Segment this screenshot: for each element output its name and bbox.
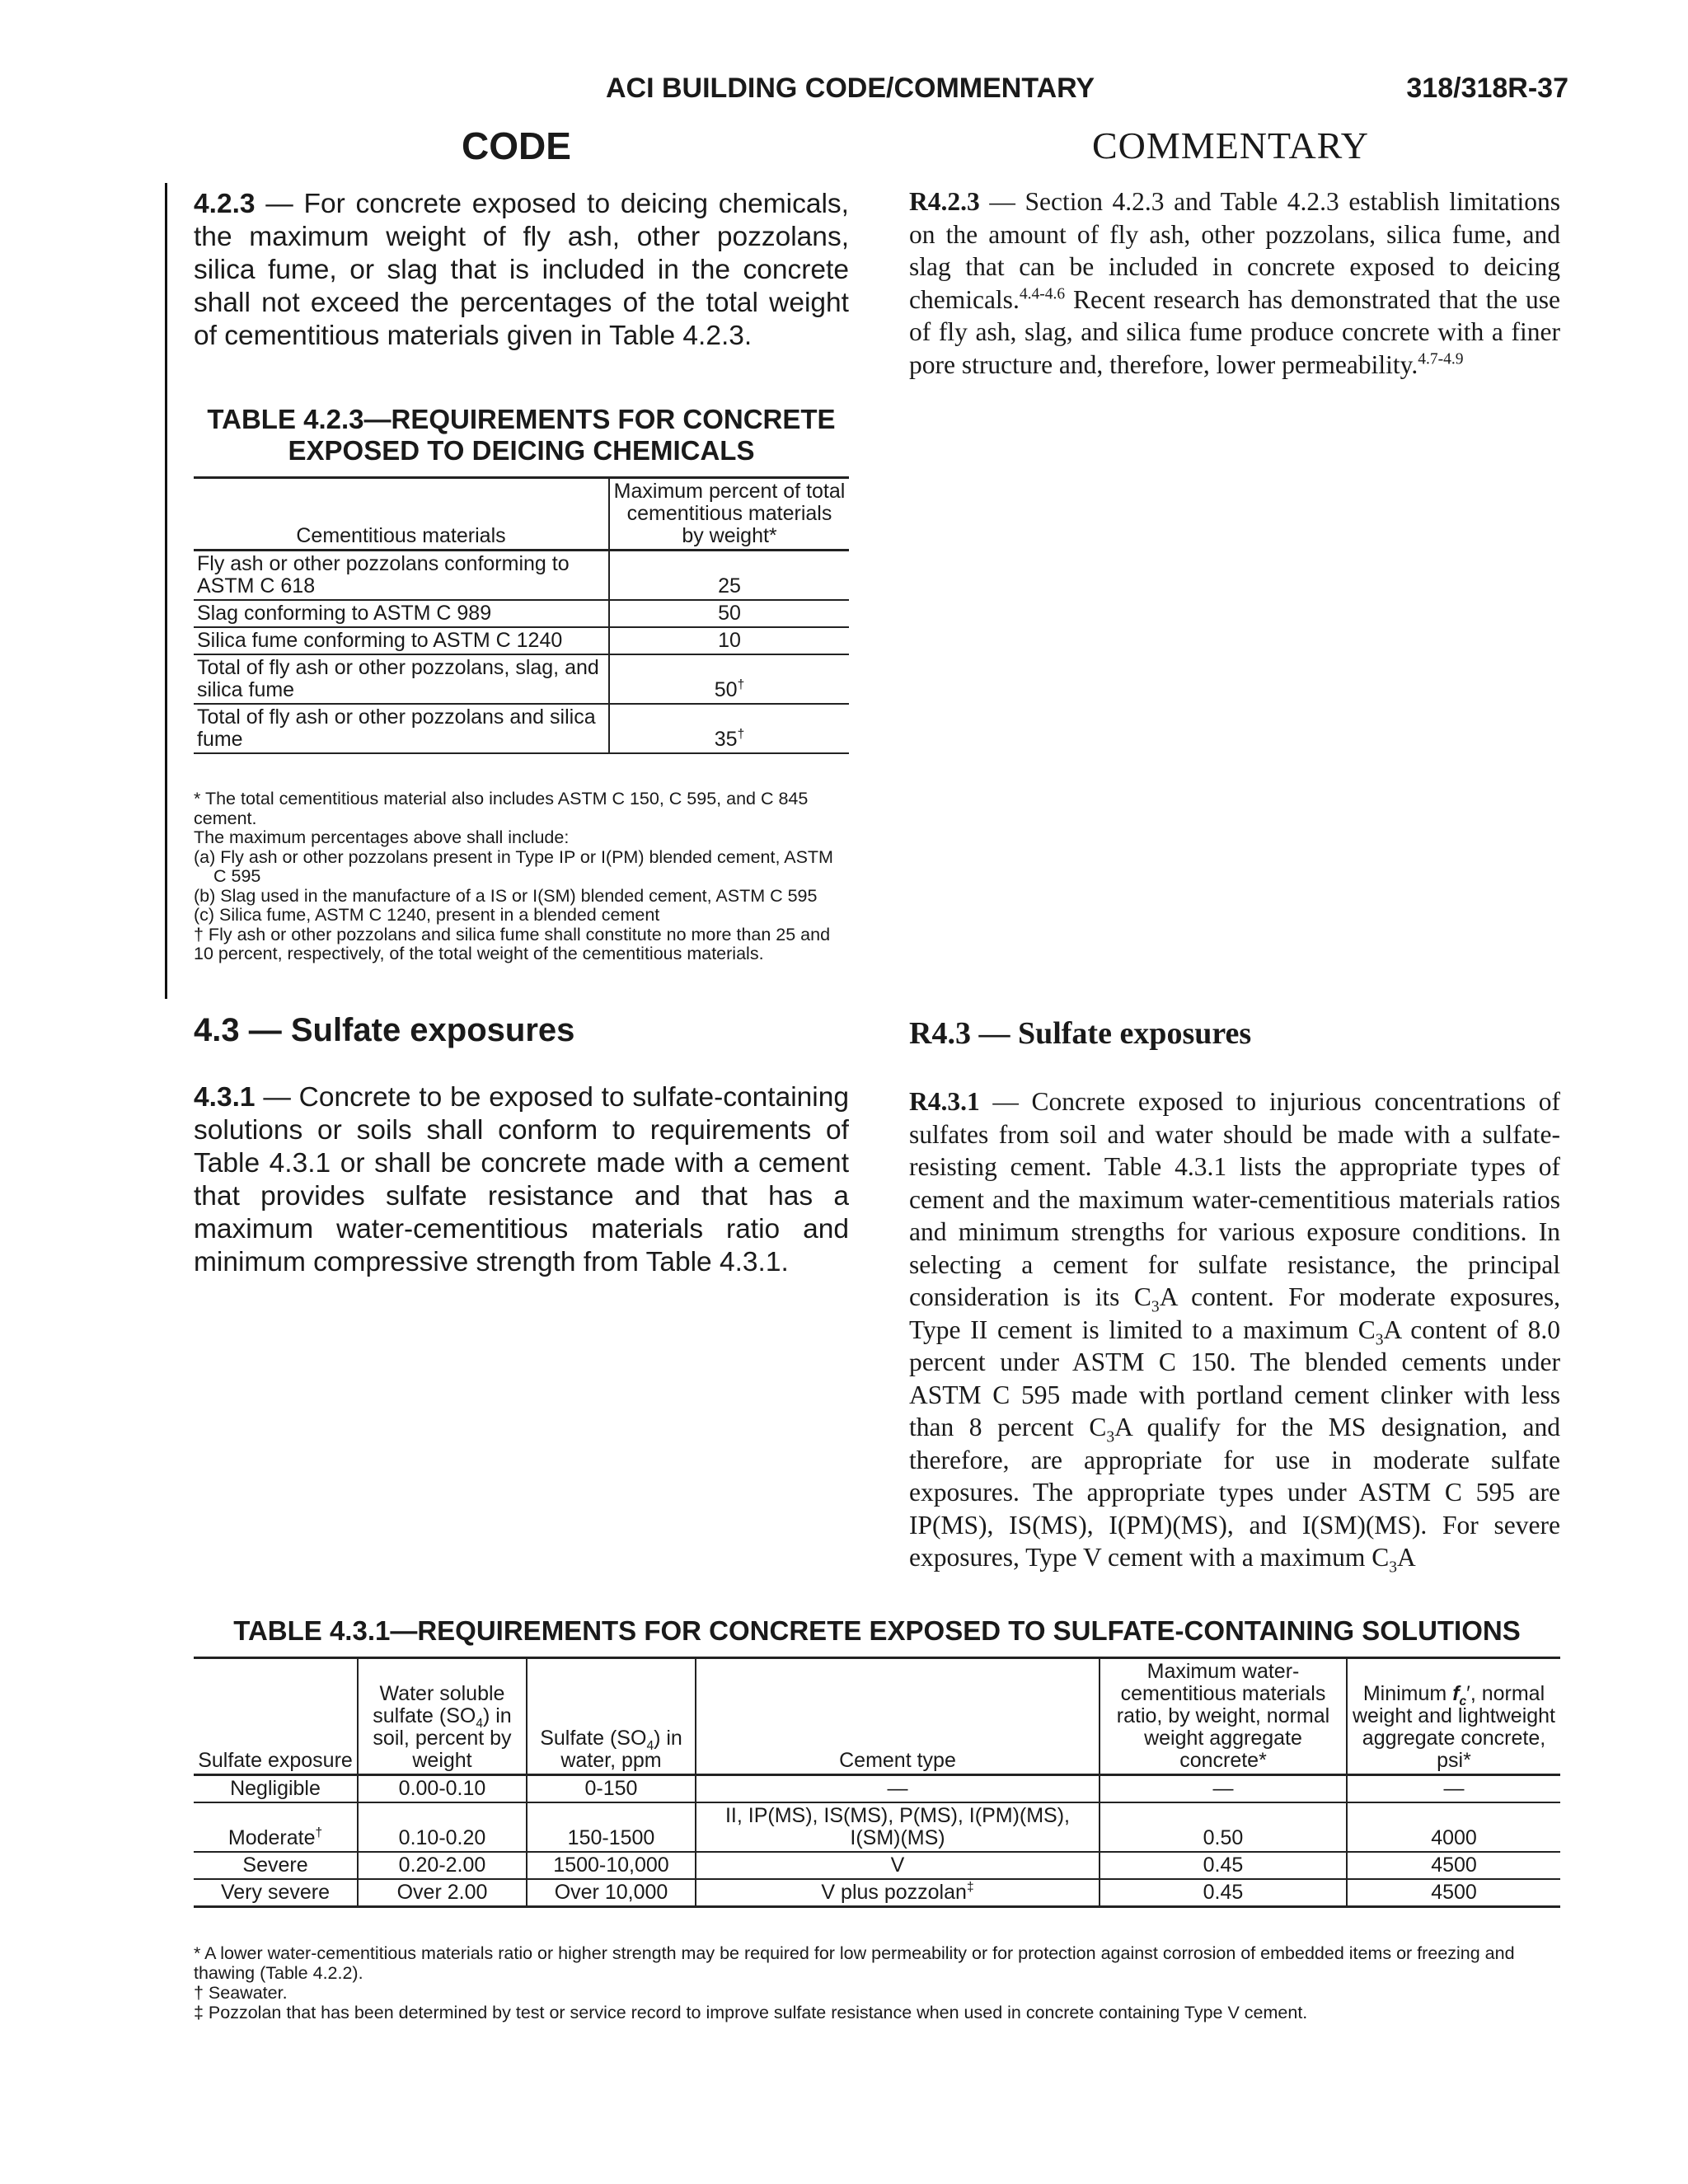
material-cell: Silica fume conforming to ASTM C 1240 bbox=[194, 627, 609, 654]
code-column-heading: CODE bbox=[462, 124, 571, 167]
column-header-water: Sulfate $(SO_4)$ in water, ppm bbox=[527, 1658, 696, 1775]
table-note: † Seawater. bbox=[194, 1983, 288, 2003]
section-number: 4.3.1 bbox=[194, 1082, 256, 1113]
caption-line: EXPOSED TO DEICING CHEMICALS bbox=[288, 435, 755, 466]
exposure-cell: Severe bbox=[194, 1852, 358, 1879]
water-cell: Over 10,000 bbox=[527, 1879, 696, 1907]
subscript: 3 bbox=[1106, 1428, 1115, 1446]
column-header-soil: Water soluble sulfate $(SO_4)$ in soil, percent by weight bbox=[358, 1658, 527, 1775]
subscript: 3 bbox=[1375, 1330, 1384, 1348]
column-header-materials: Cementitious materials bbox=[194, 478, 609, 551]
cement-cell: II, IP(MS), IS(MS), P(MS), I(PM)(MS), I(SM)(MS) bbox=[696, 1802, 1100, 1852]
table-note: ‡ Pozzolan that has been determined by test or service record to improve sulfate resistance when used in concrete containing Type V cement. bbox=[194, 2003, 1308, 2022]
wcm-cell: — bbox=[1100, 1775, 1347, 1803]
table-row bbox=[194, 1775, 1560, 1803]
table-row bbox=[194, 627, 849, 654]
column-header-fc: Minimum $f_c'$, normal weight and lightweight aggregate concrete, psi* bbox=[1347, 1658, 1560, 1775]
fc-cell: — bbox=[1347, 1775, 1560, 1803]
table-note: The maximum percentages above shall include: bbox=[194, 827, 570, 847]
max-percent-cell: 35† bbox=[609, 704, 849, 753]
running-header bbox=[0, 73, 1688, 114]
water-cell: 0-150 bbox=[527, 1775, 696, 1803]
table-row bbox=[194, 1802, 1560, 1852]
table-4-3-1 bbox=[194, 1657, 1560, 1908]
soil-cell: 0.00-0.10 bbox=[358, 1775, 527, 1803]
wcm-cell: 0.45 bbox=[1100, 1879, 1347, 1907]
material-cell: Slag conforming to ASTM C 989 bbox=[194, 600, 609, 627]
table-row bbox=[194, 551, 849, 601]
fc-cell: 4500 bbox=[1347, 1879, 1560, 1907]
exposure-cell: Very severe bbox=[194, 1879, 358, 1907]
soil-cell: Over 2.00 bbox=[358, 1879, 527, 1907]
commentary-r4-2-3 bbox=[909, 185, 1560, 381]
subscript: 3 bbox=[1151, 1298, 1160, 1316]
soil-cell: 0.20-2.00 bbox=[358, 1852, 527, 1879]
table-4-2-3-caption bbox=[194, 404, 849, 466]
cement-cell: — bbox=[696, 1775, 1100, 1803]
material-cell: Total of fly ash or other pozzolans, slag, and silica fume bbox=[194, 654, 609, 704]
commentary-text: A bbox=[1396, 1543, 1416, 1572]
exposure-cell: Moderate† bbox=[194, 1802, 358, 1852]
exposure-cell: Negligible bbox=[194, 1775, 358, 1803]
table-note: * A lower water-cementitious materials ratio or higher strength may be required for low permeability or for protection against corrosion of embedded items or freezing and thawing (Table 4.2.2). bbox=[194, 1943, 1515, 1983]
commentary-text: Recent research has demonstrated that the use of fly ash, slag, and silica fume produce concrete with a finer pore structure and, therefore, lower permeability. bbox=[909, 284, 1560, 379]
reference-mark: 4.4-4.6 bbox=[1019, 285, 1066, 302]
table-row bbox=[194, 704, 849, 753]
commentary-text: A qualify for the MS designation, and therefore, are appropriate for use in moderate sulfate exposures. The appropriate types under ASTM C 595 are IP(MS), IS(MS), I(PM)(MS), and I(SM)(MS). For severe exposures, Type V cement with a maximum C bbox=[909, 1413, 1560, 1572]
material-cell: Fly ash or other pozzolans conforming to ASTM C 618 bbox=[194, 551, 609, 601]
commentary-number: R4.2.3 bbox=[909, 187, 980, 216]
column-header-cement: Cement type bbox=[696, 1658, 1100, 1775]
wcm-cell: 0.45 bbox=[1100, 1852, 1347, 1879]
section-text: — For concrete exposed to deicing chemicals, the maximum weight of fly ash, other pozzolans, silica fume, or slag that is included in the concrete shall not exceed the percentages of the total weight of cementitious materials given in Table 4.2.3. bbox=[194, 189, 849, 351]
table-note: † Fly ash or other pozzolans and silica fume shall constitute no more than 25 and 10 percent, respectively, of the total weight of the cementitious materials. bbox=[194, 924, 831, 963]
commentary-text: — Section 4.2.3 and Table 4.2.3 establish limitations on the amount of fly ash, other pozzolans, silica fume, and slag that can be included in concrete exposed to deicing chemicals. bbox=[909, 187, 1560, 314]
column-header-wcm: Maximum water-cementitious materials ratio, by weight, normal weight aggregate concrete* bbox=[1100, 1658, 1347, 1775]
table-4-3-1-notes bbox=[194, 1943, 1560, 2022]
section-4-2-3 bbox=[194, 188, 849, 353]
water-cell: 1500-10,000 bbox=[527, 1852, 696, 1879]
cement-cell: V bbox=[696, 1852, 1100, 1879]
table-row bbox=[194, 1879, 1560, 1907]
reference-mark: 4.7-4.9 bbox=[1418, 350, 1464, 368]
table-4-2-3-notes bbox=[194, 790, 849, 964]
section-text: — Concrete to be exposed to sulfate-containing solutions or soils shall conform to requirements of Table 4.3.1 or shall be concrete made with a cement that provides sulfate resistance and that has a maximum water-cementitious materials ratio and minimum compressive strength from Table 4.3.1. bbox=[194, 1082, 849, 1277]
caption-line: TABLE 4.2.3—REQUIREMENTS FOR CONCRETE bbox=[207, 404, 836, 434]
commentary-text: A content of 8.0 percent under ASTM C 150. The blended cements under ASTM C 595 made with portland cement clinker with less than 8 percent C bbox=[909, 1315, 1560, 1441]
revision-bar bbox=[165, 183, 167, 999]
max-percent-cell: 50 bbox=[609, 600, 849, 627]
max-percent-cell: 10 bbox=[609, 627, 849, 654]
cement-cell: V plus pozzolan‡ bbox=[696, 1879, 1100, 1907]
column-header-max-percent: Maximum percent of total cementitious materials by weight* bbox=[609, 478, 849, 551]
table-4-3-1-caption: TABLE 4.3.1—REQUIREMENTS FOR CONCRETE EXPOSED TO SULFATE-CONTAINING SOLUTIONS bbox=[233, 1615, 1521, 1646]
running-title: ACI BUILDING CODE/COMMENTARY bbox=[606, 73, 1095, 104]
water-cell: 150-1500 bbox=[527, 1802, 696, 1852]
page-number: 318/318R-37 bbox=[1406, 73, 1568, 104]
table-row bbox=[194, 654, 849, 704]
fc-cell: 4000 bbox=[1347, 1802, 1560, 1852]
table-note: (c) Silica fume, ASTM C 1240, present in a blended cement bbox=[194, 905, 660, 925]
section-number: 4.2.3 bbox=[194, 189, 256, 219]
table-note: (a) Fly ash or other pozzolans present in Type IP or I(PM) blended cement, ASTM C 595 bbox=[194, 846, 833, 886]
material-cell: Total of fly ash or other pozzolans and silica fume bbox=[194, 704, 609, 753]
commentary-text: A content. For moderate exposures, Type II cement is limited to a maximum C bbox=[909, 1282, 1560, 1344]
column-header-exposure: Sulfate exposure bbox=[194, 1658, 358, 1775]
table-row bbox=[194, 600, 849, 627]
max-percent-cell: 25 bbox=[609, 551, 849, 601]
subscript: 3 bbox=[1389, 1558, 1397, 1577]
section-4-3-1 bbox=[194, 1081, 849, 1279]
section-4-3-heading: 4.3 — Sulfate exposures bbox=[194, 1012, 575, 1048]
commentary-text: — Concrete exposed to injurious concentrations of sulfates from soil and water should be made with a sulfate-resisting cement. Table 4.3.1 lists the appropriate types of cement and the maximum water-cementitious materials ratios and minimum strengths for various exposure conditions. In selecting a cement for sulfate resistance, the principal consideration is its C bbox=[909, 1087, 1560, 1311]
table-4-2-3 bbox=[194, 476, 849, 754]
commentary-number: R4.3.1 bbox=[909, 1087, 980, 1116]
table-row bbox=[194, 1852, 1560, 1879]
soil-cell: 0.10-0.20 bbox=[358, 1802, 527, 1852]
commentary-r4-3-1 bbox=[909, 1085, 1560, 1577]
fc-cell: 4500 bbox=[1347, 1852, 1560, 1879]
commentary-r4-3-heading: R4.3 — Sulfate exposures bbox=[909, 1016, 1252, 1051]
commentary-column-heading: COMMENTARY bbox=[1092, 124, 1370, 166]
table-note: * The total cementitious material also includes ASTM C 150, C 595, and C 845 cement. bbox=[194, 789, 809, 828]
max-percent-cell: 50† bbox=[609, 654, 849, 704]
wcm-cell: 0.50 bbox=[1100, 1802, 1347, 1852]
table-note: (b) Slag used in the manufacture of a IS or I(SM) blended cement, ASTM C 595 bbox=[194, 885, 818, 906]
